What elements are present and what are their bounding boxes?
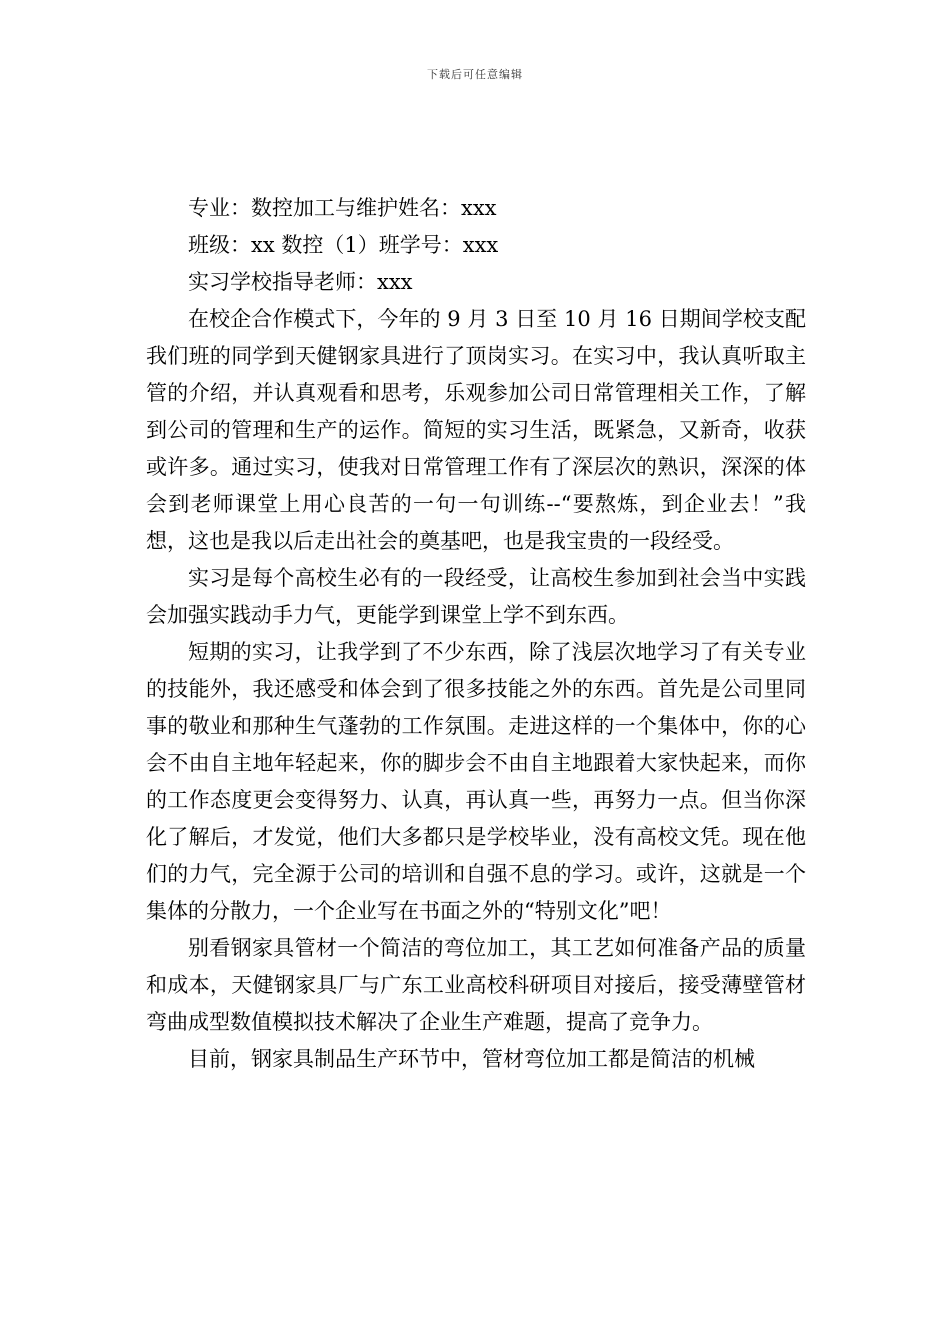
paragraph-1: 在校企合作模式下，今年的 9 月 3 日至 10 月 16 日期间学校支配我们班的同学到天健钢家具进行了顶岗实习。在实习中，我认真听取主管的介绍，并认真观看和思考，乐观参加公司日常管理相关工作，了解到公司的管理和生产的运作。简短的实习生活，既紧急，又新奇，收获或许多。通过实习，使我对日常管理工作有了深层次的熟识，深深的体会到老师课堂上用心良苦的一句一句训练--“要熬炼，到企业去！”我想，这也是我以后走出社会的奠基吧，也是我宝贵的一段经受。 <box>146 307 806 553</box>
page-header: 下载后可任意编辑 <box>427 68 523 81</box>
major-name-line: 专业：数控加工与维护姓名：xxx <box>188 196 497 220</box>
paragraph-4: 别看钢家具管材一个简洁的弯位加工，其工艺如何准备产品的质量和成本，天健钢家具厂与广东工业高校科研项目对接后，接受薄壁管材弯曲成型数值模拟技术解决了企业生产难题，提高了竞争力。 <box>146 936 806 1034</box>
advisor-line: 实习学校指导老师：xxx <box>188 270 413 294</box>
paragraph-5: 目前，钢家具制品生产环节中，管材弯位加工都是简洁的机械 <box>188 1047 755 1071</box>
document-body <box>146 190 806 1078</box>
class-id-line: 班级：xx 数控（1）班学号：xxx <box>188 233 499 257</box>
paragraph-2: 实习是每个高校生必有的一段经受，让高校生参加到社会当中实践会加强实践动手力气，更能学到课堂上学不到东西。 <box>146 566 806 627</box>
paragraph-3: 短期的实习，让我学到了不少东西，除了浅层次地学习了有关专业的技能外，我还感受和体会到了很多技能之外的东西。首先是公司里同事的敬业和那种生气蓬勃的工作氛围。走进这样的一个集体中，你的心会不由自主地年轻起来，你的脚步会不由自主地跟着大家快起来，而你的工作态度更会变得努力、认真，再认真一些，再努力一点。但当你深化了解后，才发觉，他们大多都只是学校毕业，没有高校文凭。现在他们的力气，完全源于公司的培训和自强不息的学习。或许，这就是一个集体的分散力，一个企业写在书面之外的“特别文化”吧！ <box>146 640 806 923</box>
